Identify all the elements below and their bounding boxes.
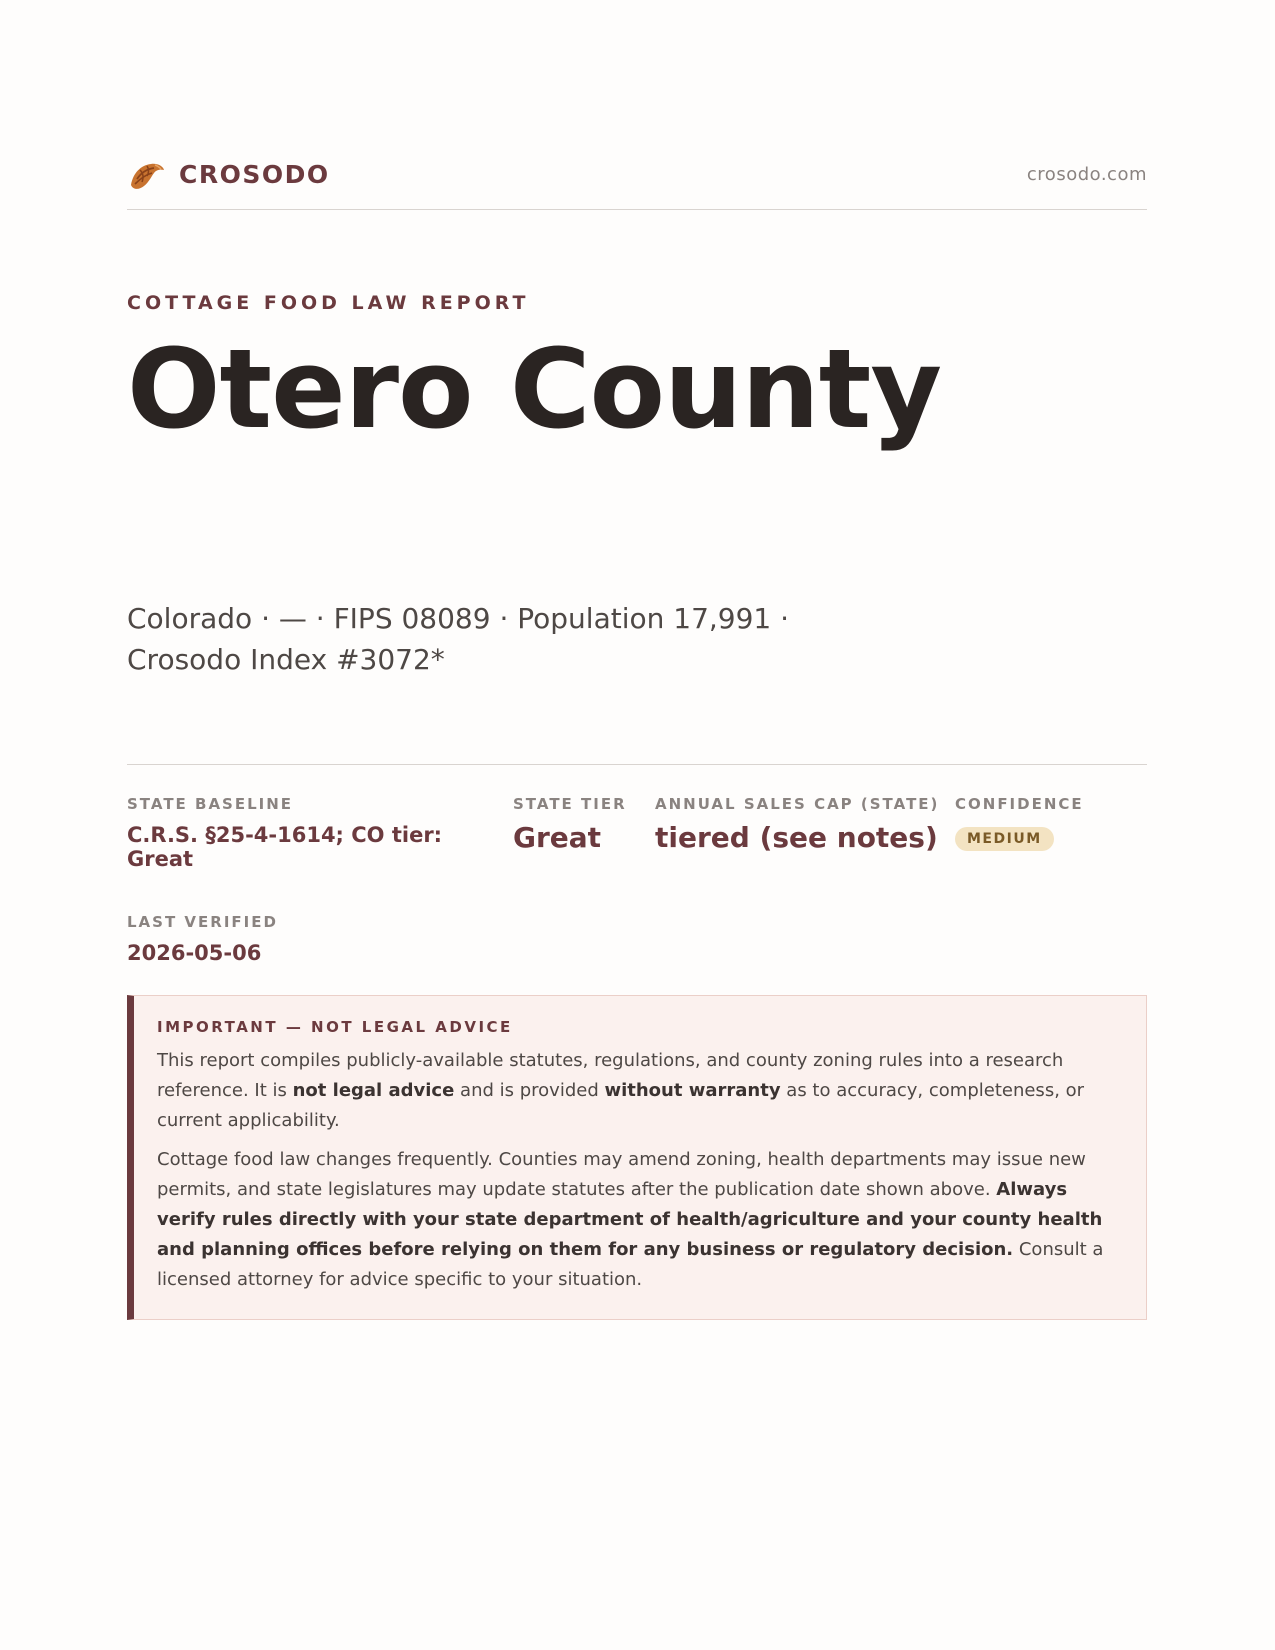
page-title: Otero County <box>127 325 942 453</box>
fact-last-verified <box>127 913 1147 965</box>
fact-label: LAST VERIFIED <box>127 912 278 931</box>
fact-value: C.R.S. §25-4-1614; CO tier: Great <box>127 822 443 871</box>
notice-emphasis: not legal advice <box>292 1079 455 1101</box>
fact-confidence <box>955 795 1145 871</box>
page-header <box>127 150 1147 210</box>
croissant-icon <box>127 155 167 195</box>
notice-text: and is provided <box>454 1079 605 1101</box>
facts-row <box>127 795 1147 871</box>
fact-value: Great <box>513 820 602 854</box>
legal-notice <box>127 995 1147 1320</box>
fact-value: tiered (see notes) <box>655 820 938 854</box>
confidence-badge: MEDIUM <box>955 827 1054 851</box>
report-page <box>127 150 1147 1320</box>
notice-paragraph <box>157 1145 1120 1295</box>
notice-emphasis: Always verify rules directly with your state department of health/agriculture and your county health and planning offices before relying on them for any business or regulatory decision. <box>157 1178 1103 1260</box>
report-kicker: COTTAGE FOOD LAW REPORT <box>127 292 530 314</box>
fact-state-baseline <box>127 795 513 871</box>
fact-label: ANNUAL SALES CAP (STATE) <box>655 794 940 813</box>
brand-name: CROSODO <box>179 160 330 189</box>
notice-paragraph <box>157 1046 1120 1136</box>
report-subtitle: Colorado · — · FIPS 08089 · Population 17,991 · Crosodo Index #3072* <box>127 601 790 676</box>
notice-text: This report compiles publicly-available statutes, regulations, and county zoning rules into a research reference. It is <box>157 1049 1064 1101</box>
fact-label: CONFIDENCE <box>955 794 1084 813</box>
notice-emphasis: without warranty <box>604 1079 781 1101</box>
fact-state-tier <box>513 795 655 871</box>
fact-label: STATE TIER <box>513 794 627 813</box>
fact-annual-sales-cap <box>655 795 955 871</box>
brand[interactable] <box>127 155 330 195</box>
divider <box>127 764 1147 765</box>
fact-label: STATE BASELINE <box>127 794 294 813</box>
notice-text: Consult a licensed attorney for advice specific to your situation. <box>157 1238 1104 1290</box>
notice-title: IMPORTANT — NOT LEGAL ADVICE <box>157 1017 513 1036</box>
notice-text: Cottage food law changes frequently. Counties may amend zoning, health departments may issue new permits, and state legislatures may update statutes after the publication date shown above. <box>157 1148 1086 1200</box>
site-url[interactable]: crosodo.com <box>1026 164 1147 185</box>
notice-text: as to accuracy, completeness, or current applicability. <box>157 1079 1085 1131</box>
fact-value: 2026-05-06 <box>127 940 262 965</box>
